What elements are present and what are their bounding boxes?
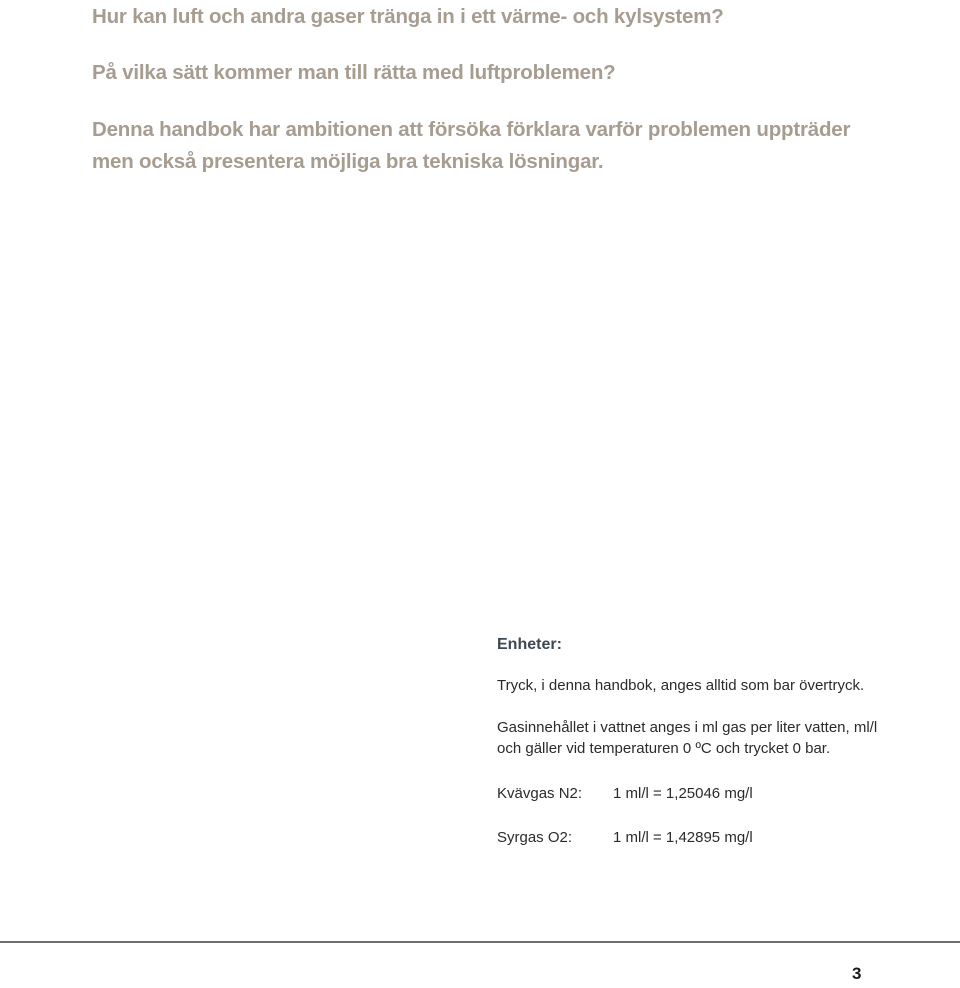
gas-content-note-line-1: Gasinnehållet i vattnet anges i ml gas per liter vatten, ml/l — [497, 719, 878, 736]
gas-conversion: 1 ml/l = 1,25046 mg/l — [613, 785, 753, 802]
intro-question-2: På vilka sätt kommer man till rätta med luftproblemen? — [92, 61, 616, 84]
intro-question-1: Hur kan luft och andra gaser tränga in i ett värme- och kylsystem? — [92, 5, 724, 28]
gas-content-note — [497, 717, 877, 759]
gas-name: Syrgas O2: — [497, 829, 573, 846]
intro-paragraph-line-1: Denna handbok har ambitionen att försöka förklara varför problemen uppträder — [92, 118, 851, 141]
gas-name: Kvävgas N2: — [497, 785, 583, 802]
footer-divider — [0, 941, 960, 943]
intro-paragraph-line-2: men också presentera möjliga bra tekniska lösningar. — [92, 150, 604, 173]
pressure-note: Tryck, i denna handbok, anges alltid som bar övertryck. — [497, 677, 865, 694]
units-heading: Enheter: — [497, 636, 562, 653]
page-number: 3 — [852, 964, 862, 983]
intro-paragraph — [92, 114, 932, 178]
gas-content-note-line-2: och gäller vid temperaturen 0 ºC och trycket 0 bar. — [497, 740, 831, 757]
gas-conversion: 1 ml/l = 1,42895 mg/l — [613, 829, 753, 846]
